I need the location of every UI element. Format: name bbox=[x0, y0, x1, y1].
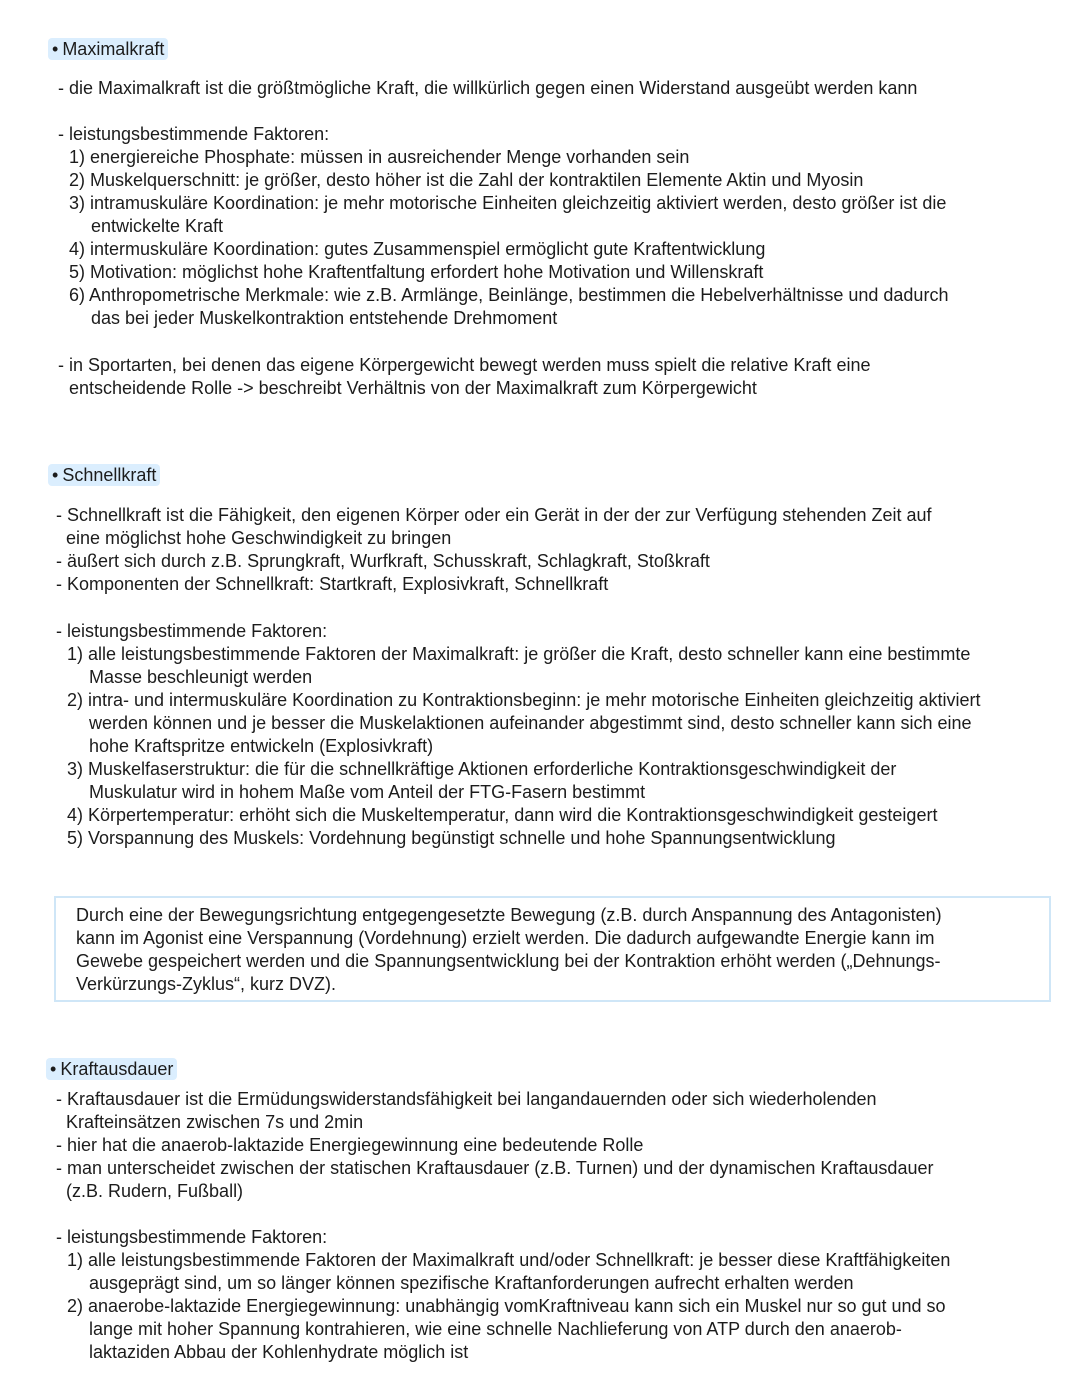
note-line: Verkürzungs-Zyklus“, kurz DVZ). bbox=[76, 974, 337, 994]
factor-item: 2) intra- und intermuskuläre Koordination zu Kontraktionsbeginn: je mehr motorische Einheiten gleichzeitig aktiviert bbox=[67, 690, 981, 710]
note-line: kann im Agonist eine Verspannung (Vordehnung) erzielt werden. Die dadurch aufgewandte Energie kann im bbox=[76, 928, 935, 948]
section-heading-kraftausdauer bbox=[46, 1058, 177, 1080]
factor-item: 5) Vorspannung des Muskels: Vordehnung begünstigt schnelle und hohe Spannungsentwicklung bbox=[67, 828, 836, 848]
text-line-continued: entscheidende Rolle -> beschreibt Verhältnis von der Maximalkraft zum Körpergewicht bbox=[69, 378, 757, 398]
text-line: - man unterscheidet zwischen der statischen Kraftausdauer (z.B. Turnen) und der dynamischen Kraftausdauer bbox=[56, 1158, 934, 1178]
factors-schnellkraft bbox=[56, 620, 980, 850]
text-line: - Komponenten der Schnellkraft: Startkraft, Explosivkraft, Schnellkraft bbox=[56, 574, 609, 594]
dvz-info-box bbox=[54, 896, 1051, 1002]
bullet-dot: • bbox=[50, 1059, 57, 1079]
factor-item-continued: werden können und je besser die Muskelaktionen aufeinander abgestimmt sind, desto schneller kann sich eine bbox=[89, 713, 972, 733]
factor-item: 2) anaerobe-laktazide Energiegewinnung: unabhängig vomKraftniveau kann sich ein Muskel nur so gut und so bbox=[67, 1296, 946, 1316]
note-line: Gewebe gespeichert werden und die Spannungsentwicklung bei der Kontraktion erhöht werden („Dehnungs- bbox=[76, 951, 941, 971]
section-title: Schnellkraft bbox=[62, 465, 157, 485]
note-line: Durch eine der Bewegungsrichtung entgegengesetzte Bewegung (z.B. durch Anspannung des Antagonisten) bbox=[76, 905, 942, 925]
factor-item: 4) Körpertemperatur: erhöht sich die Muskeltemperatur, dann wird die Kontraktionsgeschwindigkeit gesteigert bbox=[67, 805, 938, 825]
section-heading-schnellkraft bbox=[48, 464, 160, 486]
text-line: - äußert sich durch z.B. Sprungkraft, Wurfkraft, Schusskraft, Schlagkraft, Stoßkraft bbox=[56, 551, 710, 571]
factor-item: 1) energiereiche Phosphate: müssen in ausreichender Menge vorhanden sein bbox=[69, 147, 690, 167]
factor-item: 2) Muskelquerschnitt: je größer, desto höher ist die Zahl der kontraktilen Elemente Aktin und Myosin bbox=[69, 170, 864, 190]
text-line: - die Maximalkraft ist die größtmögliche Kraft, die willkürlich gegen einen Widerstand ausgeübt werden kann bbox=[58, 78, 918, 98]
definition-maximalkraft bbox=[58, 77, 917, 100]
factor-item: 3) Muskelfaserstruktur: die für die schnellkräftige Aktionen erforderliche Kontraktionsgeschwindigkeit der bbox=[67, 759, 897, 779]
factors-heading: - leistungsbestimmende Faktoren: bbox=[56, 621, 328, 641]
text-line-continued: (z.B. Rudern, Fußball) bbox=[66, 1181, 244, 1201]
factors-kraftausdauer bbox=[56, 1226, 950, 1364]
factor-item-continued: entwickelte Kraft bbox=[91, 216, 224, 236]
factor-item: 5) Motivation: möglichst hohe Kraftentfaltung erfordert hohe Motivation und Willenskraft bbox=[69, 262, 764, 282]
factor-item-continued: Muskulatur wird in hohem Maße vom Anteil der FTG-Fasern bestimmt bbox=[89, 782, 646, 802]
section-title: Kraftausdauer bbox=[60, 1059, 174, 1079]
factor-item-continued: hohe Kraftspritze entwickeln (Explosivkraft) bbox=[89, 736, 434, 756]
definition-kraftausdauer bbox=[56, 1088, 933, 1203]
factors-heading: - leistungsbestimmende Faktoren: bbox=[56, 1227, 328, 1247]
text-line: - Kraftausdauer ist die Ermüdungswiderstandsfähigkeit bei langandauernden oder sich wiederholenden bbox=[56, 1089, 877, 1109]
factors-heading: - leistungsbestimmende Faktoren: bbox=[58, 124, 330, 144]
factor-item: 4) intermuskuläre Koordination: gutes Zusammenspiel ermöglicht gute Kraftentwicklung bbox=[69, 239, 766, 259]
bullet-dot: • bbox=[52, 39, 59, 59]
text-line: - in Sportarten, bei denen das eigene Körpergewicht bewegt werden muss spielt die relative Kraft eine bbox=[58, 355, 871, 375]
factor-item: 1) alle leistungsbestimmende Faktoren der Maximalkraft und/oder Schnellkraft: je besser diese Kraftfähigkeiten bbox=[67, 1250, 951, 1270]
bullet-dot: • bbox=[52, 465, 59, 485]
factor-item-continued: ausgeprägt sind, um so länger können spezifische Kraftanforderungen aufrecht erhalten werden bbox=[89, 1273, 854, 1293]
factors-maximalkraft bbox=[58, 123, 948, 330]
factor-item: 6) Anthropometrische Merkmale: wie z.B. Armlänge, Beinlänge, bestimmen die Hebelverhältnisse und dadurch bbox=[69, 285, 949, 305]
factor-item-continued: Masse beschleunigt werden bbox=[89, 667, 313, 687]
factor-item-continued: lange mit hoher Spannung kontrahieren, wie eine schnelle Nachlieferung von ATP durch den anaerob- bbox=[89, 1319, 902, 1339]
section-title: Maximalkraft bbox=[62, 39, 165, 59]
factor-item-continued: laktaziden Abbau der Kohlenhydrate möglich ist bbox=[89, 1342, 469, 1362]
definition-schnellkraft bbox=[56, 504, 932, 596]
relative-kraft-note bbox=[58, 354, 870, 400]
text-line-continued: Krafteinsätzen zwischen 7s und 2min bbox=[66, 1112, 364, 1132]
text-line: - hier hat die anaerob-laktazide Energiegewinnung eine bedeutende Rolle bbox=[56, 1135, 644, 1155]
text-line: - Schnellkraft ist die Fähigkeit, den eigenen Körper oder ein Gerät in der der zur Verfügung stehenden Zeit auf bbox=[56, 505, 932, 525]
section-heading-maximalkraft bbox=[48, 38, 168, 60]
factor-item-continued: das bei jeder Muskelkontraktion entstehende Drehmoment bbox=[91, 308, 558, 328]
factor-item: 1) alle leistungsbestimmende Faktoren der Maximalkraft: je größer die Kraft, desto schneller kann eine bestimmte bbox=[67, 644, 971, 664]
text-line-continued: eine möglichst hohe Geschwindigkeit zu bringen bbox=[66, 528, 452, 548]
factor-item: 3) intramuskuläre Koordination: je mehr motorische Einheiten gleichzeitig aktiviert werden, desto größer ist die bbox=[69, 193, 947, 213]
